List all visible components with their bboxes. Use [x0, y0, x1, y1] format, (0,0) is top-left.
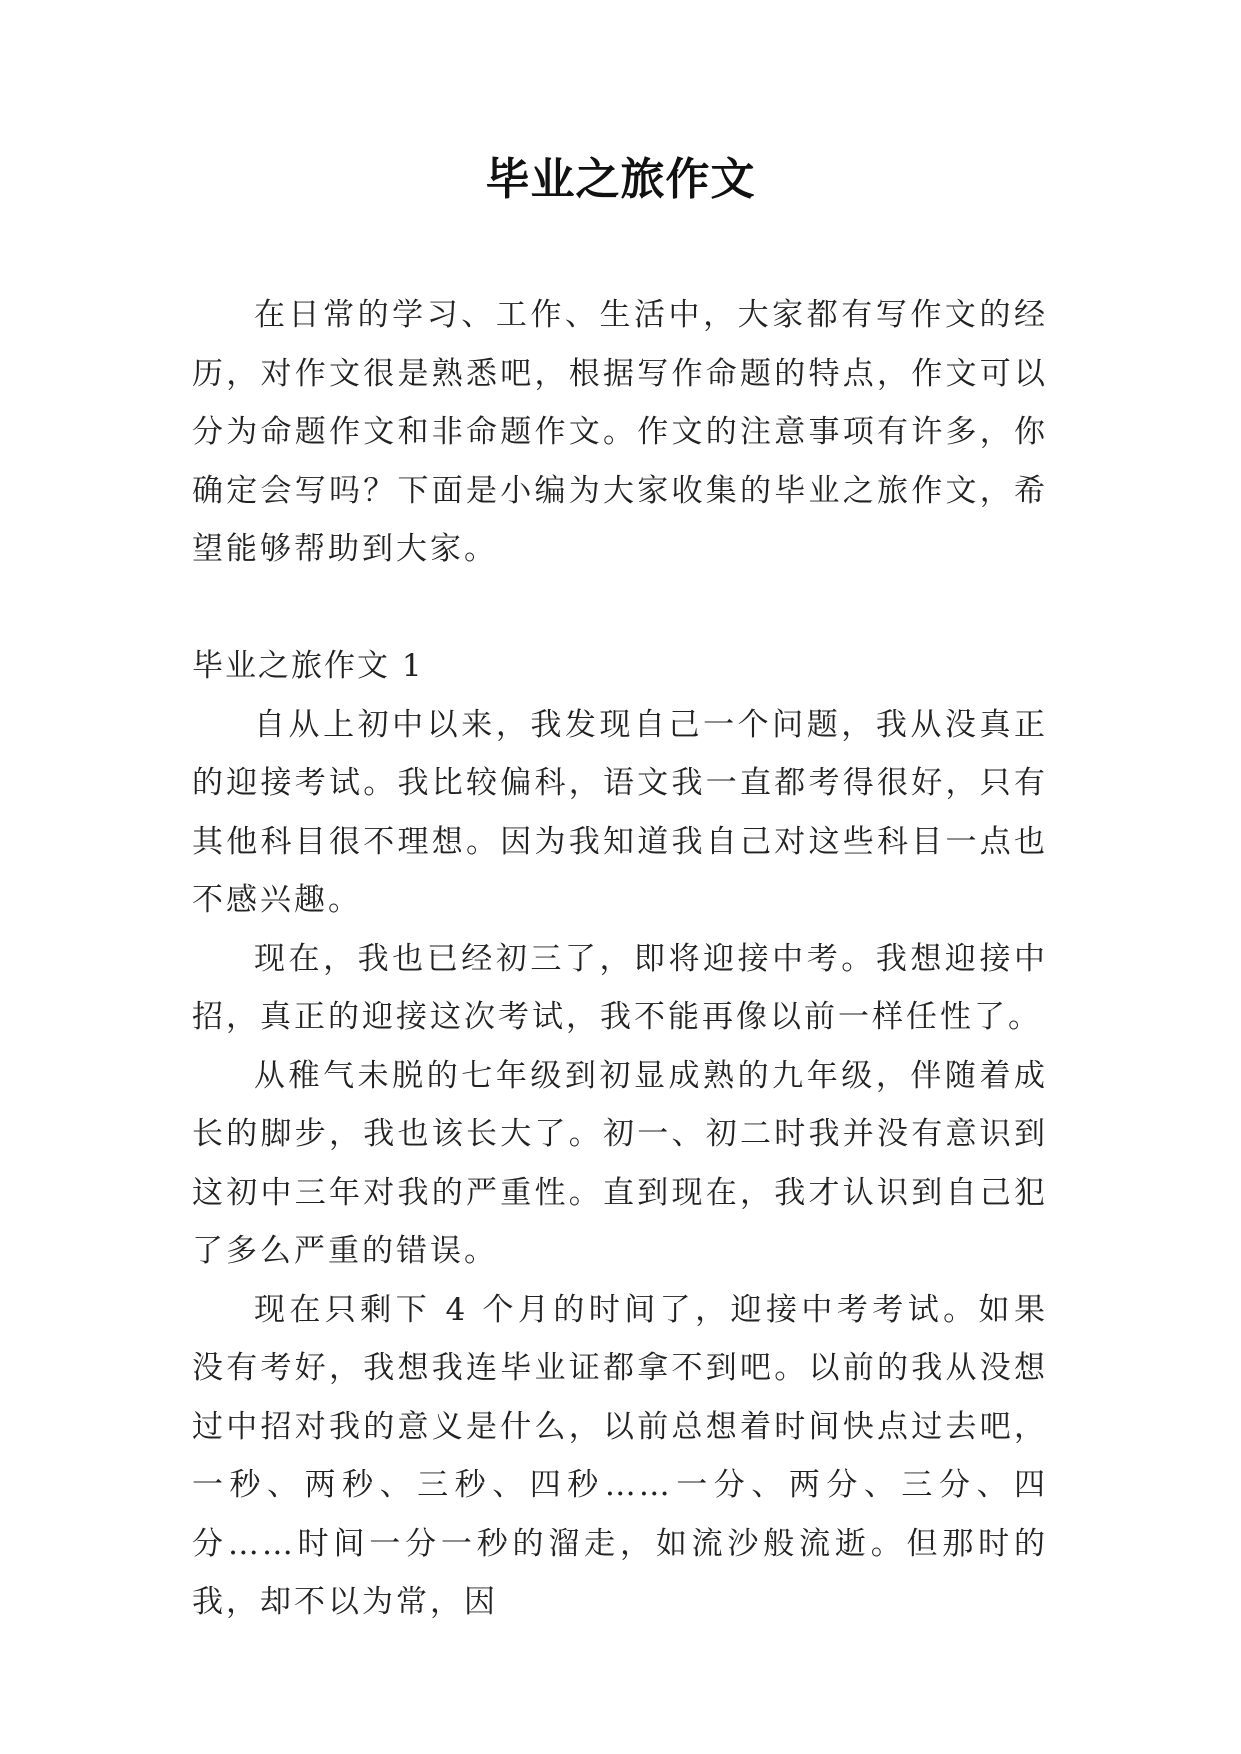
body-paragraph: 自从上初中以来，我发现自己一个问题，我从没真正的迎接考试。我比较偏科，语文我一直都考得很好，只有其他科目很不理想。因为我知道我自己对这些科目一点也不感兴趣。: [192, 706, 1048, 918]
section-heading: 毕业之旅作文 1: [192, 648, 424, 684]
body-paragraph: 现在，我也已经初三了，即将迎接中考。我想迎接中招，真正的迎接这次考试，我不能再像以前一样任性了。: [192, 940, 1048, 1035]
body-paragraph: 现在只剩下 4 个月的时间了，迎接中考考试。如果没有考好，我想我连毕业证都拿不到吧。以前的我从没想过中招对我的意义是什么，以前总想着时间快点过去吧，一秒、两秒、三秒、四秒……一分、两分、三分、四分……时间一分一秒的溜走，如流沙般流逝。但那时的我，却不以为常，因: [192, 1291, 1048, 1620]
body-paragraph: 从稚气未脱的七年级到初显成熟的九年级，伴随着成长的脚步，我也该长大了。初一、初二时我并没有意识到这初中三年对我的严重性。直到现在，我才认识到自己犯了多么严重的错误。: [192, 1057, 1048, 1269]
intro-paragraph: 在日常的学习、工作、生活中，大家都有写作文的经历，对作文很是熟悉吧，根据写作命题的特点，作文可以分为命题作文和非命题作文。作文的注意事项有许多，你确定会写吗？下面是小编为大家收集的毕业之旅作文，希望能够帮助到大家。: [192, 297, 1048, 567]
document-body: [192, 286, 1048, 1632]
document-title: 毕业之旅作文: [485, 154, 756, 205]
